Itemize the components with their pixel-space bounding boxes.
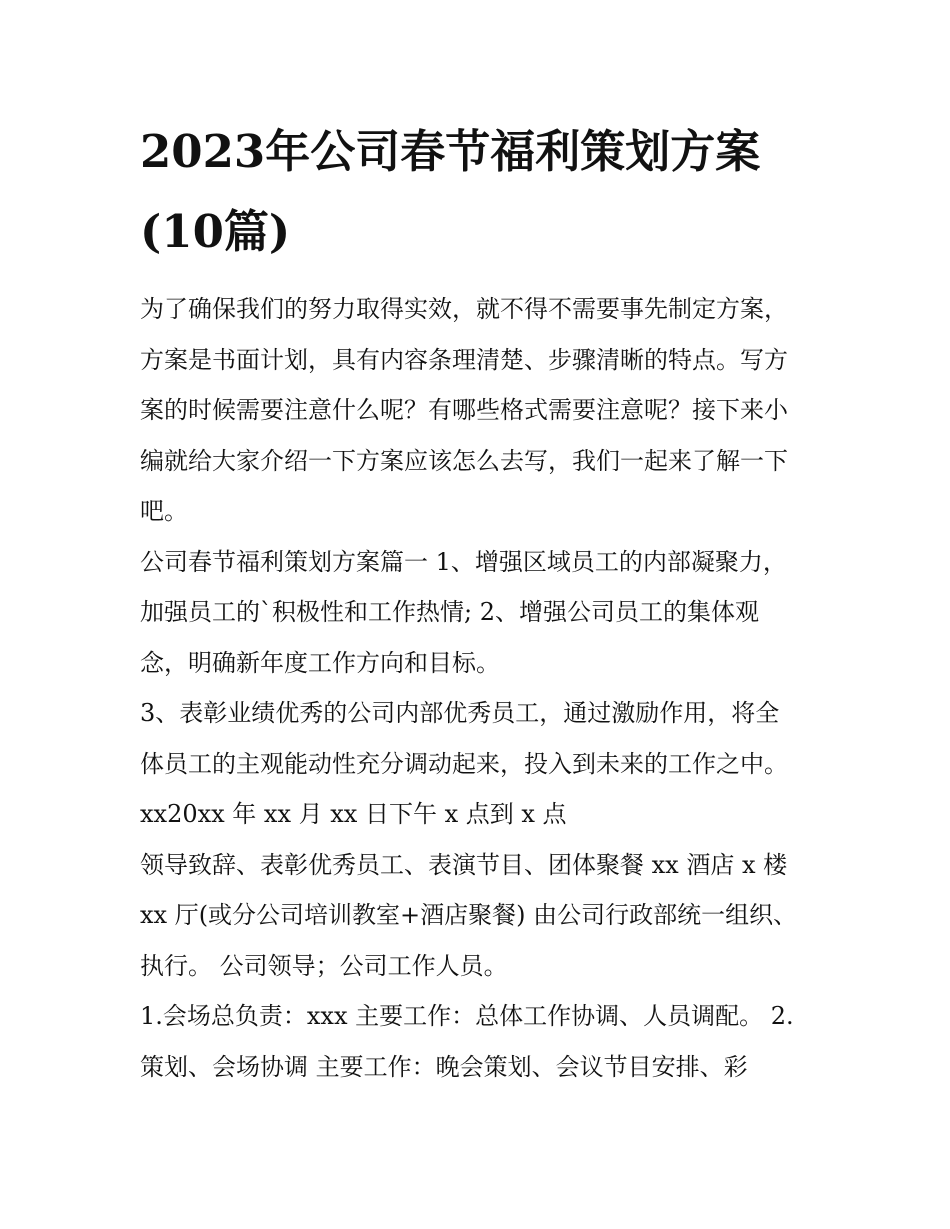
text-line: 策划、会场协调 主要工作：晚会策划、会议节目安排、彩 <box>140 1052 748 1081</box>
body-paragraph <box>140 537 820 1093</box>
spacer <box>140 272 820 284</box>
text-line: 编就给大家介绍一下方案应该怎么去写，我们一起来了解一下 <box>140 446 788 475</box>
text-line: 为了确保我们的努力取得实效，就不得不需要事先制定方案， <box>140 295 788 323</box>
text-line: 领导致辞、表彰优秀员工、表演节目、团体聚餐 xx 酒店 x 楼 <box>140 850 788 879</box>
text-line: xx 厅(或分公司培训教室+酒店聚餐) 由公司行政部统一组织、 <box>140 901 798 929</box>
text-line: 方案是书面计划，具有内容条理清楚、步骤清晰的特点。写方 <box>140 345 788 374</box>
title-line: 2023年公司春节福利策划方案 <box>140 125 761 178</box>
document-page <box>140 112 820 1092</box>
text-line: 体员工的主观能动性充分调动起来，投入到未来的工作之中。 <box>140 749 788 778</box>
text-line: 案的时候需要注意什么呢？有哪些格式需要注意呢？接下来小 <box>140 396 788 424</box>
text-line: 3、表彰业绩优秀的公司内部优秀员工，通过激励作用，将全 <box>140 699 780 727</box>
text-line: xx20xx 年 xx 月 xx 日下午 x 点到 x 点 <box>140 800 567 828</box>
intro-paragraph <box>140 284 820 537</box>
document-title <box>140 112 820 272</box>
text-line: 1.会场总负责：xxx 主要工作：总体工作协调、人员调配。 2. <box>140 1002 794 1030</box>
title-line: (10篇) <box>140 205 291 258</box>
text-line: 加强员工的`积极性和工作热情; 2、增强公司员工的集体观 <box>140 598 759 626</box>
text-line: 吧。 <box>140 497 188 525</box>
text-line: 念，明确新年度工作方向和目标。 <box>140 648 500 677</box>
text-line: 执行。 公司领导；公司工作人员。 <box>140 951 508 980</box>
text-line: 公司春节福利策划方案篇一 1、增强区域员工的内部凝聚力， <box>140 547 787 576</box>
